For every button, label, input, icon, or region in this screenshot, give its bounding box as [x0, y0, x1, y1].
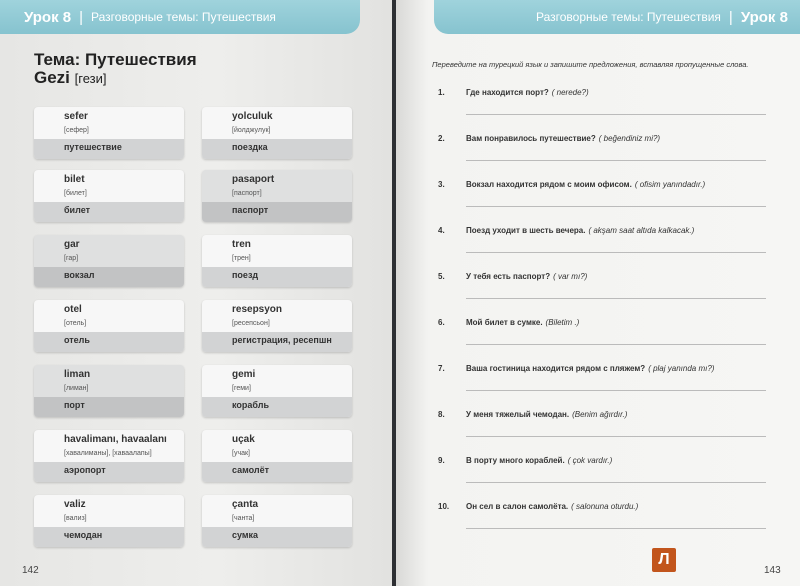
right-header [434, 0, 800, 34]
exercise-question [466, 226, 694, 235]
exercise-number: 7. [438, 364, 445, 373]
question-text: Ваша гостиница находится рядом с пляжем? [466, 364, 646, 373]
exercise-question [466, 318, 579, 327]
card-word: pasaport [232, 174, 275, 185]
lesson-label: Урок 8 [24, 8, 72, 26]
exercise-question [466, 88, 589, 97]
vocab-card [202, 300, 352, 352]
exercise-question [466, 364, 714, 373]
card-meaning: порт [64, 400, 85, 410]
exercise-question [466, 180, 705, 189]
exercise-number: 9. [438, 456, 445, 465]
question-hint: ( plaj yanında mı?) [648, 364, 715, 373]
exercise-question [466, 272, 587, 281]
topic-word: Gezi [34, 68, 70, 87]
card-meaning: сумка [232, 530, 259, 540]
vocab-card [34, 365, 184, 417]
answer-line[interactable] [466, 298, 766, 299]
question-text: Вам понравилось путешествие? [466, 134, 596, 143]
card-transcription: [гар] [64, 255, 79, 262]
card-meaning: вокзал [64, 270, 95, 280]
card-word: valiz [64, 499, 86, 510]
card-meaning: отель [64, 335, 90, 345]
left-header [0, 0, 360, 34]
exercise-item [432, 502, 762, 526]
card-meaning: аэропорт [64, 465, 106, 475]
answer-line[interactable] [466, 482, 766, 483]
exercise-item [432, 364, 762, 388]
card-transcription: [сефер] [64, 127, 89, 134]
card-transcription: [учак] [232, 450, 250, 457]
vocab-card [202, 430, 352, 482]
question-hint: ( var mı?) [553, 272, 588, 281]
card-meaning: корабль [232, 400, 269, 410]
question-text: Он сел в салон самолёта. [466, 502, 569, 511]
question-text: У меня тяжелый чемодан. [466, 410, 570, 419]
question-text: Вокзал находится рядом с моим офисом. [466, 180, 632, 189]
card-meaning: регистрация, ресепшн [232, 335, 332, 345]
answer-line[interactable] [466, 436, 766, 437]
card-word: bilet [64, 174, 85, 185]
exercise-number: 6. [438, 318, 445, 327]
answer-line[interactable] [466, 390, 766, 391]
question-hint: ( nerede?) [551, 88, 589, 97]
header-separator: | [728, 8, 733, 26]
question-hint: ( ofisim yanındadır.) [634, 180, 706, 189]
exercise-question [466, 134, 660, 143]
question-hint: ( çok vardır.) [567, 456, 613, 465]
vocab-card [34, 495, 184, 547]
exercise-number: 5. [438, 272, 445, 281]
card-meaning: поезд [232, 270, 259, 280]
card-word: uçak [232, 434, 255, 445]
answer-line[interactable] [466, 206, 766, 207]
card-meaning: путешествие [64, 142, 122, 152]
left-page [0, 0, 392, 586]
exercise-question [466, 410, 627, 419]
card-transcription: [чанта] [232, 515, 255, 522]
exercise-item [432, 88, 762, 112]
exercise-item [432, 272, 762, 296]
vocab-card [34, 170, 184, 222]
answer-line[interactable] [466, 252, 766, 253]
card-word: otel [64, 304, 82, 315]
card-transcription: [йолджулук] [232, 127, 271, 134]
answer-line[interactable] [466, 114, 766, 115]
lesson-label: Урок 8 [740, 8, 788, 26]
card-transcription: [геми] [232, 385, 251, 392]
question-text: Где находится порт? [466, 88, 549, 97]
exercise-instruction: Переведите на турецкий язык и запишите предложения, вставляя пропущенные слова. [432, 60, 749, 69]
card-meaning: паспорт [232, 205, 269, 215]
card-meaning: самолёт [232, 465, 270, 475]
vocab-card [34, 235, 184, 287]
topic-title: Тема: Путешествия [34, 50, 197, 69]
answer-line[interactable] [466, 528, 766, 529]
question-hint: ( akşam saat altıda kalkacak.) [588, 226, 695, 235]
card-word: sefer [64, 111, 88, 122]
question-text: Мой билет в сумке. [466, 318, 543, 327]
exercise-item [432, 180, 762, 204]
vocab-card [34, 107, 184, 159]
header-topic: Разговорные темы: Путешествия [536, 10, 721, 24]
topic-title-turkish [34, 68, 107, 88]
exercise-item [432, 456, 762, 480]
card-word: gemi [232, 369, 256, 380]
card-transcription: [лиман] [64, 385, 89, 392]
card-transcription: [билет] [64, 190, 87, 197]
card-meaning: поездка [232, 142, 268, 152]
card-meaning: билет [64, 205, 90, 215]
card-word: tren [232, 239, 251, 250]
question-hint: (Biletim .) [545, 318, 580, 327]
question-text: У тебя есть паспорт? [466, 272, 551, 281]
exercise-item [432, 226, 762, 250]
card-transcription: [хавалиманы], [хаваалапы] [64, 450, 152, 457]
exercise-number: 10. [438, 502, 450, 511]
card-word: resepsyon [232, 304, 283, 315]
page-number-left: 142 [22, 565, 39, 576]
question-hint: (Benim ağırdır.) [572, 410, 628, 419]
vocab-card [202, 235, 352, 287]
card-transcription: [ресепсьон] [232, 320, 270, 327]
answer-line[interactable] [466, 160, 766, 161]
header-topic: Разговорные темы: Путешествия [91, 10, 276, 24]
header-separator: | [79, 8, 84, 26]
publisher-logo: Л [652, 548, 676, 572]
card-word: yolculuk [232, 111, 273, 122]
exercise-item [432, 410, 762, 434]
exercise-number: 4. [438, 226, 445, 235]
vocab-card [202, 495, 352, 547]
exercise-number: 8. [438, 410, 445, 419]
exercise-number: 1. [438, 88, 445, 97]
exercise-item [432, 134, 762, 158]
vocab-card [34, 430, 184, 482]
vocab-card [202, 170, 352, 222]
card-transcription: [отель] [64, 320, 87, 327]
card-word: çanta [232, 499, 259, 510]
card-transcription: [вализ] [64, 515, 87, 522]
card-transcription: [паспорт] [232, 190, 262, 197]
exercise-question [466, 502, 638, 511]
card-meaning: чемодан [64, 530, 103, 540]
exercise-question [466, 456, 612, 465]
card-word: gar [64, 239, 80, 250]
vocab-card [202, 365, 352, 417]
exercise-item [432, 318, 762, 342]
vocab-card [202, 107, 352, 159]
vocab-card [34, 300, 184, 352]
question-hint: ( beğendiniz mi?) [598, 134, 661, 143]
card-transcription: [трен] [232, 255, 251, 262]
card-word: havalimanı, havaalanı [64, 434, 167, 445]
question-text: В порту много кораблей. [466, 456, 565, 465]
right-page [396, 0, 800, 586]
question-text: Поезд уходит в шесть вечера. [466, 226, 586, 235]
exercise-number: 3. [438, 180, 445, 189]
card-word: liman [64, 369, 91, 380]
page-number-right: 143 [764, 565, 781, 576]
exercise-number: 2. [438, 134, 445, 143]
answer-line[interactable] [466, 344, 766, 345]
topic-transcription: [гези] [74, 71, 107, 86]
question-hint: ( salonuna oturdu.) [571, 502, 639, 511]
